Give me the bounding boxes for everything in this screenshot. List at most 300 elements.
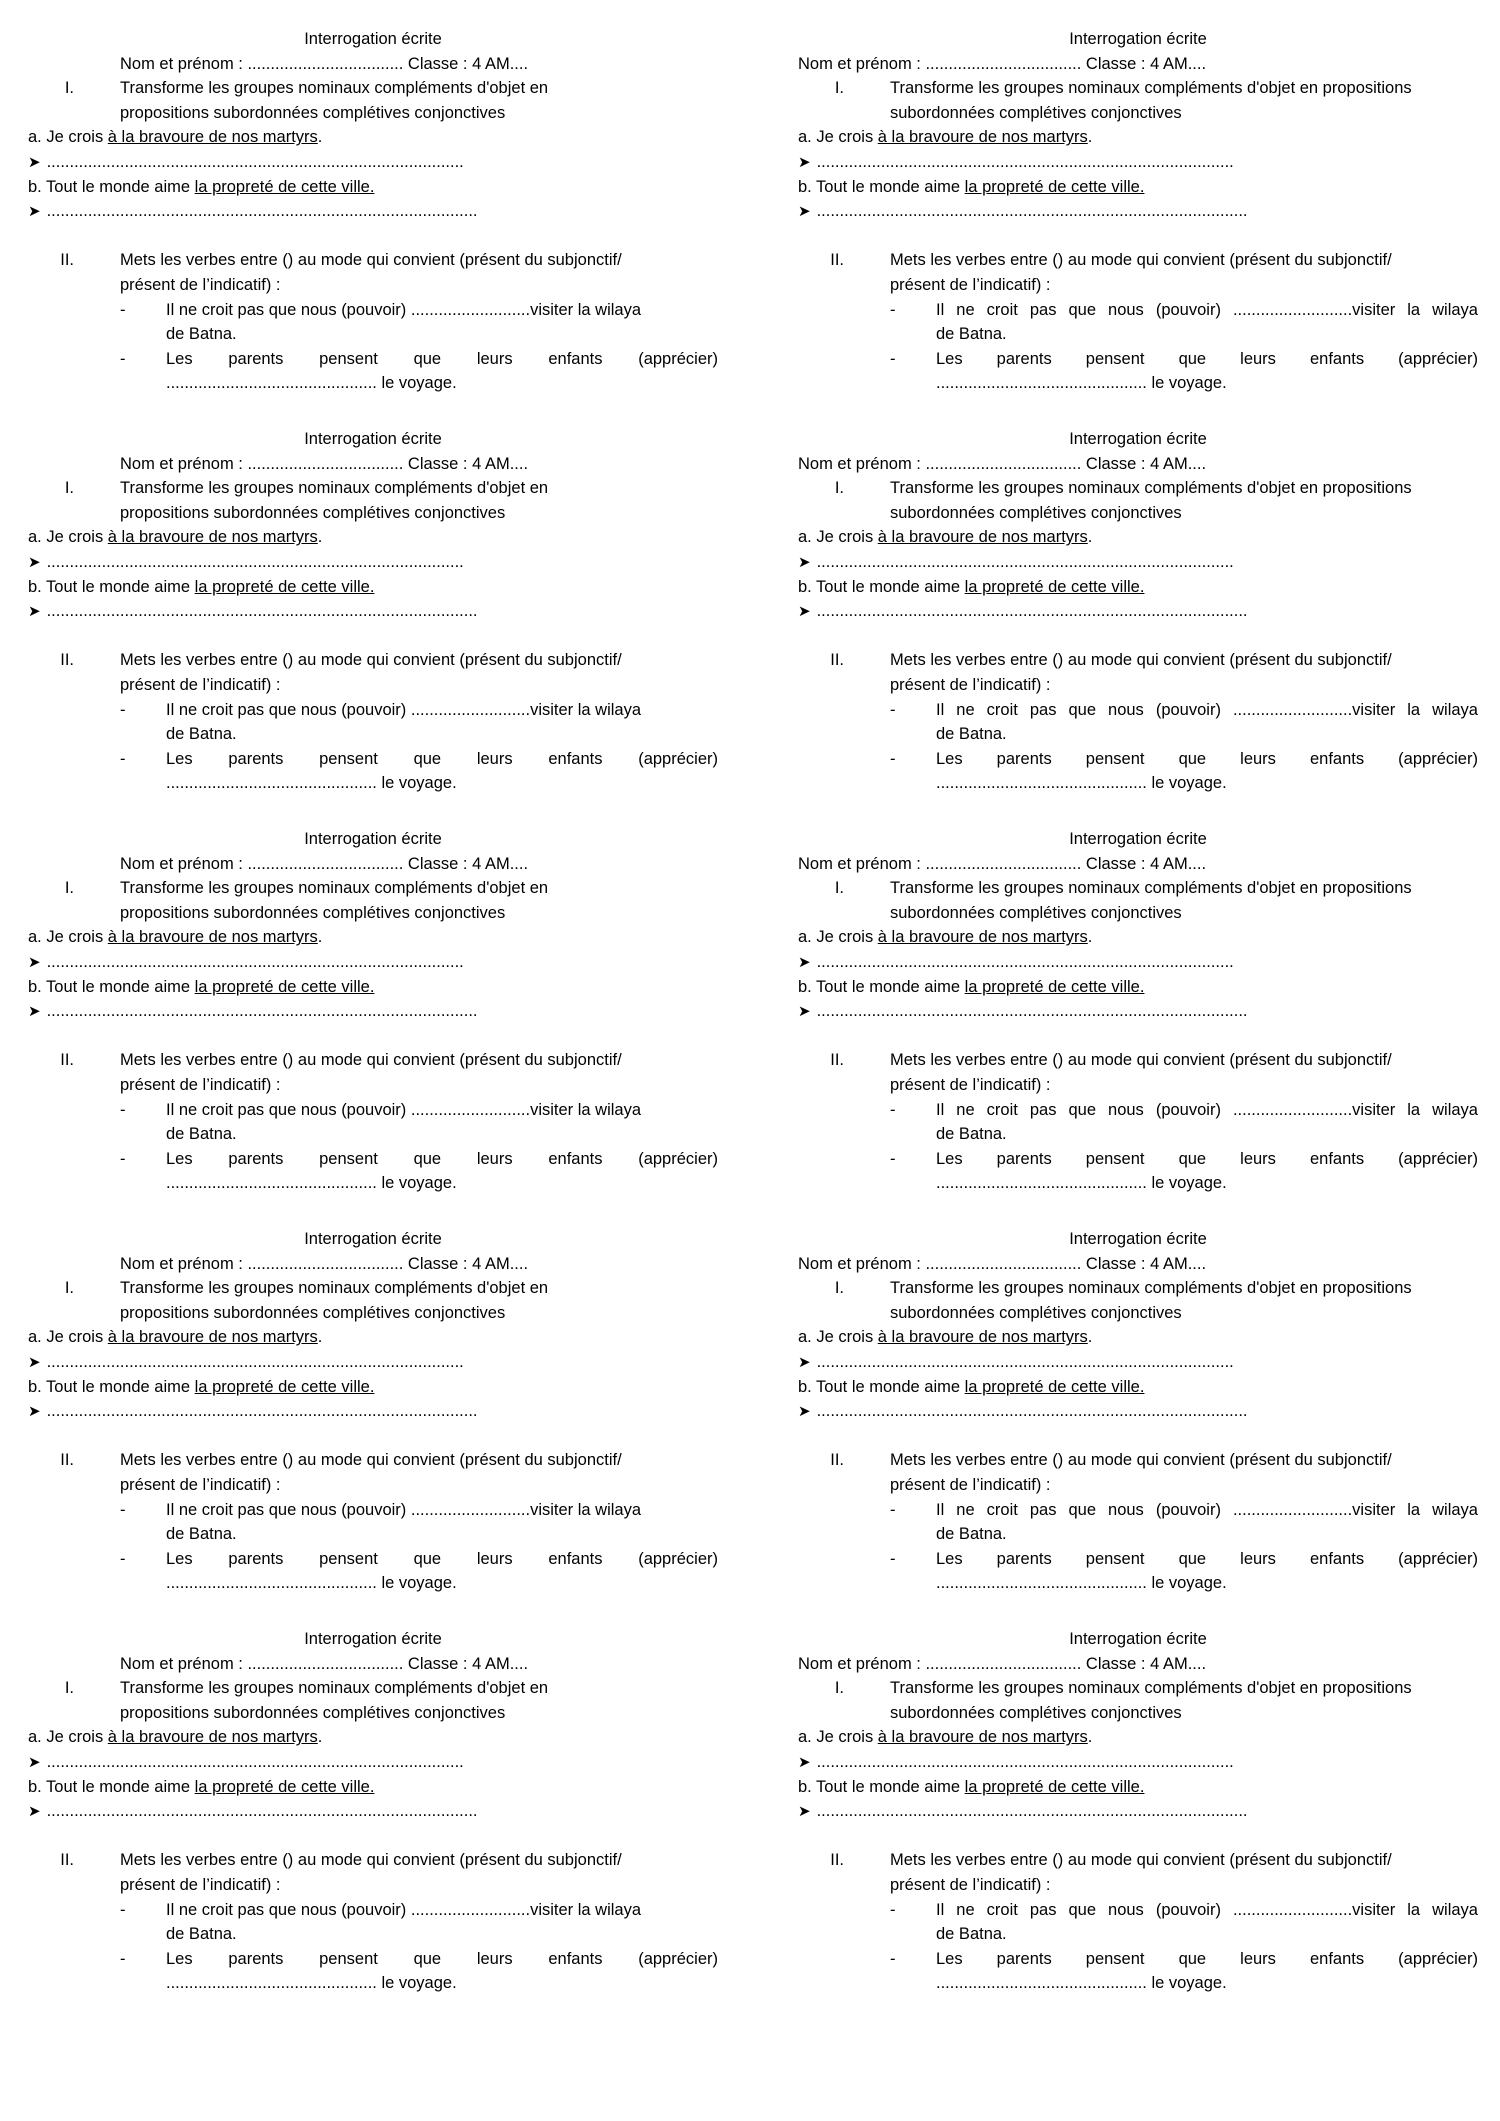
verb-item-2-word: (apprécier) — [1398, 1149, 1478, 1168]
underlined-phrase-a: à la bravoure de nos martyrs — [107, 1328, 318, 1347]
section2-numeral: II. — [830, 1851, 844, 1870]
name-class-line: Nom et prénom : .................................. Classe : 4 AM.... — [120, 1254, 529, 1273]
quiz-title: Interrogation écrite — [304, 30, 442, 48]
answer-line-b[interactable]: ➤ .............................................................................................. — [28, 1402, 478, 1421]
verb-item-2-word: Les — [166, 1949, 193, 1968]
verb-item-2-word: leurs — [1240, 749, 1276, 768]
verb-item-2-word: parents — [228, 749, 284, 768]
answer-line-b[interactable]: ➤ .............................................................................................. — [798, 1002, 1248, 1021]
verb-item-2-word: parents — [996, 1149, 1052, 1168]
right-quiz-block-3 — [798, 827, 1478, 1227]
verb-item-2-word: enfants — [1309, 1949, 1365, 1968]
name-class-line: Nom et prénom : .................................. Classe : 4 AM.... — [798, 454, 1207, 473]
verb-item-2-word: leurs — [476, 1149, 513, 1168]
verb-item-2-word: (apprécier) — [638, 1149, 718, 1168]
name-class-line: Nom et prénom : .................................. Classe : 4 AM.... — [120, 854, 529, 873]
verb-item-2-word: pensent — [1085, 1949, 1145, 1968]
section2-instruction-2: présent de l’indicatif) : — [120, 1875, 281, 1894]
underlined-phrase-a: à la bravoure de nos martyrs — [877, 128, 1088, 147]
section2-instruction-1: Mets les verbes entre () au mode qui convient (présent du subjonctif/ — [120, 251, 622, 270]
verb-item-2-words — [936, 1947, 1478, 1972]
underlined-phrase-b: la propreté de cette ville. — [964, 977, 1145, 996]
verb-item-2-word: que — [413, 749, 442, 768]
section2-instruction-2: présent de l’indicatif) : — [890, 675, 1051, 694]
verb-item-2-word: enfants — [1309, 749, 1365, 768]
section2-heading — [28, 1848, 718, 1873]
arrow-icon: ➤ — [28, 1402, 41, 1421]
underlined-phrase-b: la propreté de cette ville. — [964, 577, 1145, 596]
section1-heading — [798, 876, 1478, 901]
section2-instruction-1: Mets les verbes entre () au mode qui convient (présent du subjonctif/ — [890, 651, 1392, 670]
verb-item-2-word: enfants — [548, 1949, 603, 1968]
verb-item-2-word: leurs — [1240, 1549, 1276, 1568]
section1-numeral: I. — [64, 1279, 74, 1298]
verb-item-2-words — [936, 1547, 1478, 1572]
item-b: b. Tout le monde aime la propreté de cette ville. — [28, 177, 375, 196]
answer-line-a[interactable]: ➤ ........................................................................................... — [798, 552, 1234, 571]
verb-item-2-word: enfants — [548, 1149, 603, 1168]
section1-instruction-1: Transforme les groupes nominaux compléments d'objet en propositions — [890, 1279, 1412, 1298]
arrow-icon: ➤ — [28, 1802, 41, 1821]
verb-item-1: - Il ne croit pas que nous (pouvoir) ..........................visiter la wilaya — [798, 1898, 1478, 1923]
arrow-icon: ➤ — [798, 1352, 811, 1371]
name-class-line: Nom et prénom : .................................. Classe : 4 AM.... — [798, 854, 1207, 873]
verb-item-2-word: pensent — [1085, 1149, 1145, 1168]
verb-item-2-word: que — [1178, 349, 1207, 368]
section2-numeral: II. — [60, 1051, 74, 1070]
verb-item-2-word: (apprécier) — [638, 1949, 718, 1968]
section1-numeral: I. — [834, 1279, 844, 1298]
verb-item-2-word: Les — [166, 1549, 193, 1568]
verb-item-2 — [798, 1147, 1478, 1172]
underlined-phrase-b: la propreté de cette ville. — [964, 1377, 1145, 1396]
underlined-phrase-b: la propreté de cette ville. — [964, 1777, 1145, 1796]
section2-instruction-2: présent de l’indicatif) : — [890, 1875, 1051, 1894]
verb-item-2-word: Les — [936, 749, 963, 768]
right-column — [798, 27, 1478, 2027]
verb-item-2-word: parents — [996, 1949, 1052, 1968]
dash-bullet: - — [120, 1149, 126, 1168]
answer-line-a[interactable]: ➤ ........................................................................................... — [798, 952, 1234, 971]
verb-item-2-word: (apprécier) — [1398, 1549, 1478, 1568]
verb-item-2-word: Les — [166, 749, 193, 768]
item-a: a. Je crois à la bravoure de nos martyrs. — [28, 1728, 323, 1747]
verb-item-2-word: leurs — [476, 749, 513, 768]
arrow-icon: ➤ — [798, 202, 811, 221]
quiz-title: Interrogation écrite — [1069, 430, 1207, 448]
dash-bullet: - — [890, 1100, 896, 1119]
arrow-icon: ➤ — [28, 152, 41, 171]
verb-item-2-word: enfants — [548, 349, 603, 368]
name-class-line: Nom et prénom : .................................. Classe : 4 AM.... — [798, 1254, 1207, 1273]
verb-item-2-word: (apprécier) — [638, 349, 718, 368]
underlined-phrase-b: la propreté de cette ville. — [964, 177, 1145, 196]
verb-item-2-word: Les — [936, 1549, 963, 1568]
answer-line-a[interactable]: ➤ ........................................................................................... — [28, 552, 464, 571]
left-quiz-block-5 — [28, 1627, 718, 2027]
section2-numeral: II. — [60, 651, 74, 670]
verb-item-2-word: (apprécier) — [638, 749, 718, 768]
verb-item-2-cont[interactable]: .............................................. le voyage. — [166, 374, 457, 393]
dash-bullet: - — [120, 1100, 126, 1119]
quiz-title: Interrogation écrite — [304, 830, 442, 848]
verb-item-1: - Il ne croit pas que nous (pouvoir) ..........................visiter la wilaya — [798, 298, 1478, 323]
arrow-icon: ➤ — [798, 552, 811, 571]
section1-instruction-1: Transforme les groupes nominaux compléments d'objet en — [120, 879, 549, 898]
verb-item-2-words — [936, 1147, 1478, 1172]
verb-item-2-cont[interactable]: .............................................. le voyage. — [936, 1574, 1227, 1593]
underlined-phrase-b: la propreté de cette ville. — [194, 177, 375, 196]
item-a: a. Je crois à la bravoure de nos martyrs. — [28, 928, 323, 947]
section1-heading — [798, 1276, 1478, 1301]
verb-item-1: - Il ne croit pas que nous (pouvoir) ..........................visiter la wilaya — [798, 1098, 1478, 1123]
answer-line-a[interactable]: ➤ ........................................................................................... — [798, 1352, 1234, 1371]
dash-bullet: - — [120, 1949, 126, 1968]
answer-line-a[interactable]: ➤ ........................................................................................... — [28, 1352, 464, 1371]
answer-line-b[interactable]: ➤ .............................................................................................. — [28, 202, 478, 221]
verb-item-2-word: enfants — [548, 749, 603, 768]
section1-numeral: I. — [834, 479, 844, 498]
verb-item-2-word: (apprécier) — [1398, 349, 1478, 368]
dash-bullet: - — [120, 1500, 126, 1519]
section1-instruction-1: Transforme les groupes nominaux compléments d'objet en — [120, 1679, 549, 1698]
section1-instruction-2: propositions subordonnées complétives conjonctives — [120, 1303, 506, 1322]
item-b: b. Tout le monde aime la propreté de cette ville. — [28, 977, 375, 996]
verb-item-2-cont[interactable]: .............................................. le voyage. — [936, 1974, 1227, 1993]
verb-item-2-word: que — [413, 1549, 442, 1568]
name-class-line: Nom et prénom : .................................. Classe : 4 AM.... — [798, 1654, 1207, 1673]
section2-instruction-1: Mets les verbes entre () au mode qui convient (présent du subjonctif/ — [890, 1851, 1392, 1870]
verb-item-2-cont[interactable]: .............................................. le voyage. — [166, 774, 457, 793]
dash-bullet: - — [890, 1949, 896, 1968]
section2-heading — [798, 648, 1478, 673]
section2-instruction-1: Mets les verbes entre () au mode qui convient (présent du subjonctif/ — [120, 1851, 622, 1870]
verb-item-2 — [798, 347, 1478, 372]
dash-bullet: - — [120, 300, 126, 319]
verb-item-2 — [28, 1947, 718, 1972]
verb-item-2-cont[interactable]: .............................................. le voyage. — [936, 774, 1227, 793]
left-column — [28, 27, 718, 2027]
verb-item-2-word: pensent — [319, 1949, 378, 1968]
verb-item-1-cont: de Batna. — [166, 1925, 237, 1944]
left-quiz-block-4 — [28, 1227, 718, 1627]
verb-item-2-word: que — [413, 1149, 442, 1168]
verb-item-1-cont: de Batna. — [936, 325, 1007, 344]
answer-line-b[interactable]: ➤ .............................................................................................. — [798, 1802, 1248, 1821]
quiz-title: Interrogation écrite — [304, 1630, 442, 1648]
section1-instruction-1: Transforme les groupes nominaux compléments d'objet en — [120, 79, 549, 98]
answer-line-b[interactable]: ➤ .............................................................................................. — [28, 1802, 478, 1821]
answer-line-b[interactable]: ➤ .............................................................................................. — [798, 202, 1248, 221]
verb-item-2-word: pensent — [1085, 1549, 1145, 1568]
section2-instruction-1: Mets les verbes entre () au mode qui convient (présent du subjonctif/ — [120, 1051, 622, 1070]
answer-line-a[interactable]: ➤ ........................................................................................... — [798, 1752, 1234, 1771]
verb-item-2-word: parents — [228, 349, 284, 368]
verb-item-1: - Il ne croit pas que nous (pouvoir) ..........................visiter la wilaya — [28, 698, 718, 723]
verb-item-2-word: Les — [936, 349, 963, 368]
verb-item-2-words — [166, 1947, 718, 1972]
verb-item-1-cont: de Batna. — [166, 725, 237, 744]
verb-item-1: - Il ne croit pas que nous (pouvoir) ..........................visiter la wilaya — [28, 298, 718, 323]
item-b: b. Tout le monde aime la propreté de cette ville. — [798, 977, 1145, 996]
name-class-line: Nom et prénom : .................................. Classe : 4 AM.... — [798, 54, 1207, 73]
arrow-icon: ➤ — [28, 1352, 41, 1371]
section1-instruction-2: subordonnées complétives conjonctives — [890, 1703, 1182, 1722]
dash-bullet: - — [120, 700, 126, 719]
section1-instruction-1: Transforme les groupes nominaux compléments d'objet en — [120, 479, 549, 498]
verb-item-2-word: (apprécier) — [638, 1549, 718, 1568]
section1-instruction-2: propositions subordonnées complétives conjonctives — [120, 503, 506, 522]
arrow-icon: ➤ — [798, 1752, 811, 1771]
section2-heading — [798, 1048, 1478, 1073]
verb-item-2-words — [166, 1547, 718, 1572]
section2-instruction-2: présent de l’indicatif) : — [120, 275, 281, 294]
verb-item-2 — [798, 1947, 1478, 1972]
dash-bullet: - — [890, 700, 896, 719]
arrow-icon: ➤ — [798, 602, 811, 621]
dash-bullet: - — [120, 749, 126, 768]
verb-item-1: - Il ne croit pas que nous (pouvoir) ..........................visiter la wilaya — [28, 1898, 718, 1923]
section1-heading — [28, 1276, 718, 1301]
section1-instruction-2: subordonnées complétives conjonctives — [890, 903, 1182, 922]
section2-heading — [798, 1448, 1478, 1473]
arrow-icon: ➤ — [798, 152, 811, 171]
verb-item-2-words — [936, 747, 1478, 772]
section2-numeral: II. — [830, 651, 844, 670]
verb-item-1-cont: de Batna. — [936, 725, 1007, 744]
answer-line-a[interactable]: ➤ ........................................................................................... — [28, 152, 464, 171]
answer-line-b[interactable]: ➤ .............................................................................................. — [798, 602, 1248, 621]
item-b: b. Tout le monde aime la propreté de cette ville. — [798, 577, 1145, 596]
underlined-phrase-a: à la bravoure de nos martyrs — [107, 928, 318, 947]
section1-numeral: I. — [834, 879, 844, 898]
section1-instruction-2: propositions subordonnées complétives conjonctives — [120, 1703, 506, 1722]
verb-item-2-word: enfants — [548, 1549, 603, 1568]
section1-instruction-1: Transforme les groupes nominaux compléments d'objet en — [120, 1279, 549, 1298]
verb-item-1: - Il ne croit pas que nous (pouvoir) ..........................visiter la wilaya — [28, 1498, 718, 1523]
verb-item-2 — [28, 1547, 718, 1572]
section1-instruction-2: subordonnées complétives conjonctives — [890, 103, 1182, 122]
left-quiz-block-2 — [28, 427, 718, 827]
section1-numeral: I. — [64, 879, 74, 898]
right-quiz-block-1 — [798, 27, 1478, 427]
verb-item-2-word: Les — [166, 1149, 193, 1168]
section2-instruction-2: présent de l’indicatif) : — [120, 675, 281, 694]
arrow-icon: ➤ — [28, 552, 41, 571]
verb-item-1-cont: de Batna. — [166, 325, 237, 344]
section1-numeral: I. — [64, 79, 74, 98]
section1-instruction-2: subordonnées complétives conjonctives — [890, 1303, 1182, 1322]
section2-instruction-1: Mets les verbes entre () au mode qui convient (présent du subjonctif/ — [890, 251, 1392, 270]
dash-bullet: - — [120, 1549, 126, 1568]
verb-item-2 — [798, 1547, 1478, 1572]
arrow-icon: ➤ — [28, 1002, 41, 1021]
name-class-line: Nom et prénom : .................................. Classe : 4 AM.... — [120, 1654, 529, 1673]
dash-bullet: - — [120, 1900, 126, 1919]
item-b: b. Tout le monde aime la propreté de cette ville. — [28, 1377, 375, 1396]
quiz-title: Interrogation écrite — [1069, 1630, 1207, 1648]
dash-bullet: - — [890, 1900, 896, 1919]
verb-item-2-word: enfants — [1309, 349, 1365, 368]
verb-item-2-word: leurs — [1240, 349, 1276, 368]
verb-item-2-word: parents — [996, 749, 1052, 768]
item-b: b. Tout le monde aime la propreté de cette ville. — [798, 1777, 1145, 1796]
answer-line-a[interactable]: ➤ ........................................................................................... — [28, 1752, 464, 1771]
dash-bullet: - — [120, 349, 126, 368]
dash-bullet: - — [890, 300, 896, 319]
quiz-title: Interrogation écrite — [304, 430, 442, 448]
verb-item-2-word: leurs — [1240, 1149, 1276, 1168]
verb-item-2-word: que — [1178, 1949, 1207, 1968]
section1-numeral: I. — [64, 1679, 74, 1698]
verb-item-2-word: pensent — [319, 1549, 378, 1568]
verb-item-2-word: (apprécier) — [1398, 1949, 1478, 1968]
item-a: a. Je crois à la bravoure de nos martyrs. — [28, 1328, 323, 1347]
section1-numeral: I. — [834, 79, 844, 98]
section2-instruction-1: Mets les verbes entre () au mode qui convient (présent du subjonctif/ — [890, 1051, 1392, 1070]
underlined-phrase-a: à la bravoure de nos martyrs — [877, 1328, 1088, 1347]
verb-item-2-word: que — [413, 1949, 442, 1968]
underlined-phrase-a: à la bravoure de nos martyrs — [107, 1728, 318, 1747]
section2-numeral: II. — [60, 251, 74, 270]
verb-item-1: - Il ne croit pas que nous (pouvoir) ..........................visiter la wilaya — [28, 1098, 718, 1123]
dash-bullet: - — [890, 1549, 896, 1568]
verb-item-2-word: enfants — [1309, 1149, 1365, 1168]
section2-instruction-1: Mets les verbes entre () au mode qui convient (présent du subjonctif/ — [120, 1451, 622, 1470]
verb-item-2-word: pensent — [319, 1149, 378, 1168]
verb-item-2-word: pensent — [1085, 349, 1145, 368]
right-quiz-block-2 — [798, 427, 1478, 827]
verb-item-2 — [798, 747, 1478, 772]
section2-instruction-1: Mets les verbes entre () au mode qui convient (présent du subjonctif/ — [120, 651, 622, 670]
answer-line-b[interactable]: ➤ .............................................................................................. — [28, 1002, 478, 1021]
verb-item-1-cont: de Batna. — [936, 1525, 1007, 1544]
item-a: a. Je crois à la bravoure de nos martyrs. — [798, 528, 1093, 547]
item-a: a. Je crois à la bravoure de nos martyrs. — [28, 128, 323, 147]
section1-numeral: I. — [64, 479, 74, 498]
verb-item-2-word: leurs — [476, 349, 513, 368]
verb-item-2-cont[interactable]: .............................................. le voyage. — [166, 1574, 457, 1593]
verb-item-2-word: (apprécier) — [1398, 749, 1478, 768]
verb-item-2-word: pensent — [319, 349, 378, 368]
section1-heading — [798, 1676, 1478, 1701]
item-b: b. Tout le monde aime la propreté de cette ville. — [798, 1377, 1145, 1396]
section1-instruction-1: Transforme les groupes nominaux compléments d'objet en propositions — [890, 479, 1412, 498]
verb-item-2-word: Les — [936, 1149, 963, 1168]
item-a: a. Je crois à la bravoure de nos martyrs. — [798, 1728, 1093, 1747]
verb-item-2-cont[interactable]: .............................................. le voyage. — [936, 1174, 1227, 1193]
verb-item-1-cont: de Batna. — [936, 1125, 1007, 1144]
verb-item-2-words — [166, 1147, 718, 1172]
dash-bullet: - — [890, 1500, 896, 1519]
answer-line-a[interactable]: ➤ ........................................................................................... — [798, 152, 1234, 171]
item-b: b. Tout le monde aime la propreté de cette ville. — [798, 177, 1145, 196]
arrow-icon: ➤ — [28, 952, 41, 971]
item-b: b. Tout le monde aime la propreté de cette ville. — [28, 577, 375, 596]
item-a: a. Je crois à la bravoure de nos martyrs. — [28, 528, 323, 547]
verb-item-2-words — [166, 347, 718, 372]
section2-numeral: II. — [830, 1051, 844, 1070]
verb-item-2-words — [936, 347, 1478, 372]
quiz-title: Interrogation écrite — [1069, 830, 1207, 848]
verb-item-2 — [28, 747, 718, 772]
verb-item-2-word: leurs — [476, 1949, 513, 1968]
section2-heading — [28, 1448, 718, 1473]
underlined-phrase-a: à la bravoure de nos martyrs — [107, 128, 318, 147]
section2-instruction-2: présent de l’indicatif) : — [120, 1475, 281, 1494]
verb-item-2-word: Les — [936, 1949, 963, 1968]
underlined-phrase-a: à la bravoure de nos martyrs — [877, 528, 1088, 547]
verb-item-2-word: Les — [166, 349, 193, 368]
verb-item-2-cont[interactable]: .............................................. le voyage. — [166, 1174, 457, 1193]
verb-item-2-word: que — [1178, 749, 1207, 768]
verb-item-1-cont: de Batna. — [166, 1125, 237, 1144]
verb-item-1-cont: de Batna. — [166, 1525, 237, 1544]
section2-heading — [28, 648, 718, 673]
verb-item-2-word: parents — [228, 1149, 284, 1168]
quiz-title: Interrogation écrite — [304, 1230, 442, 1248]
verb-item-1: - Il ne croit pas que nous (pouvoir) ..........................visiter la wilaya — [798, 698, 1478, 723]
section2-heading — [28, 248, 718, 273]
name-class-line: Nom et prénom : .................................. Classe : 4 AM.... — [120, 454, 529, 473]
dash-bullet: - — [890, 749, 896, 768]
underlined-phrase-b: la propreté de cette ville. — [194, 1777, 375, 1796]
section2-heading — [28, 1048, 718, 1073]
section1-instruction-2: propositions subordonnées complétives conjonctives — [120, 903, 506, 922]
verb-item-2-word: parents — [228, 1949, 284, 1968]
section1-heading — [798, 76, 1478, 101]
verb-item-2-cont[interactable]: .............................................. le voyage. — [936, 374, 1227, 393]
section2-numeral: II. — [830, 1451, 844, 1470]
verb-item-2-word: parents — [996, 349, 1052, 368]
item-a: a. Je crois à la bravoure de nos martyrs. — [798, 128, 1093, 147]
arrow-icon: ➤ — [28, 602, 41, 621]
answer-line-b[interactable]: ➤ .............................................................................................. — [798, 1402, 1248, 1421]
left-quiz-block-1 — [28, 27, 718, 427]
verb-item-2-cont[interactable]: .............................................. le voyage. — [166, 1974, 457, 1993]
section1-heading — [28, 476, 718, 501]
verb-item-2-word: que — [413, 349, 442, 368]
name-class-line: Nom et prénom : .................................. Classe : 4 AM.... — [120, 54, 529, 73]
section2-numeral: II. — [60, 1451, 74, 1470]
underlined-phrase-b: la propreté de cette ville. — [194, 1377, 375, 1396]
right-quiz-block-4 — [798, 1227, 1478, 1627]
verb-item-2-word: pensent — [1085, 749, 1145, 768]
underlined-phrase-a: à la bravoure de nos martyrs — [107, 528, 318, 547]
answer-line-b[interactable]: ➤ .............................................................................................. — [28, 602, 478, 621]
verb-item-1-cont: de Batna. — [936, 1925, 1007, 1944]
section1-instruction-1: Transforme les groupes nominaux compléments d'objet en propositions — [890, 79, 1412, 98]
section2-instruction-1: Mets les verbes entre () au mode qui convient (présent du subjonctif/ — [890, 1451, 1392, 1470]
arrow-icon: ➤ — [28, 1752, 41, 1771]
verb-item-2-word: parents — [996, 1549, 1052, 1568]
verb-item-2-word: pensent — [319, 749, 378, 768]
arrow-icon: ➤ — [798, 1402, 811, 1421]
verb-item-2-word: parents — [228, 1549, 284, 1568]
section2-heading — [798, 1848, 1478, 1873]
item-b: b. Tout le monde aime la propreté de cette ville. — [28, 1777, 375, 1796]
section1-instruction-1: Transforme les groupes nominaux compléments d'objet en propositions — [890, 879, 1412, 898]
item-a: a. Je crois à la bravoure de nos martyrs. — [798, 1328, 1093, 1347]
arrow-icon: ➤ — [798, 952, 811, 971]
right-quiz-block-5 — [798, 1627, 1478, 2027]
arrow-icon: ➤ — [798, 1002, 811, 1021]
verb-item-2-word: enfants — [1309, 1549, 1365, 1568]
section1-heading — [28, 1676, 718, 1701]
section2-numeral: II. — [60, 1851, 74, 1870]
item-a: a. Je crois à la bravoure de nos martyrs. — [798, 928, 1093, 947]
answer-line-a[interactable]: ➤ ........................................................................................... — [28, 952, 464, 971]
